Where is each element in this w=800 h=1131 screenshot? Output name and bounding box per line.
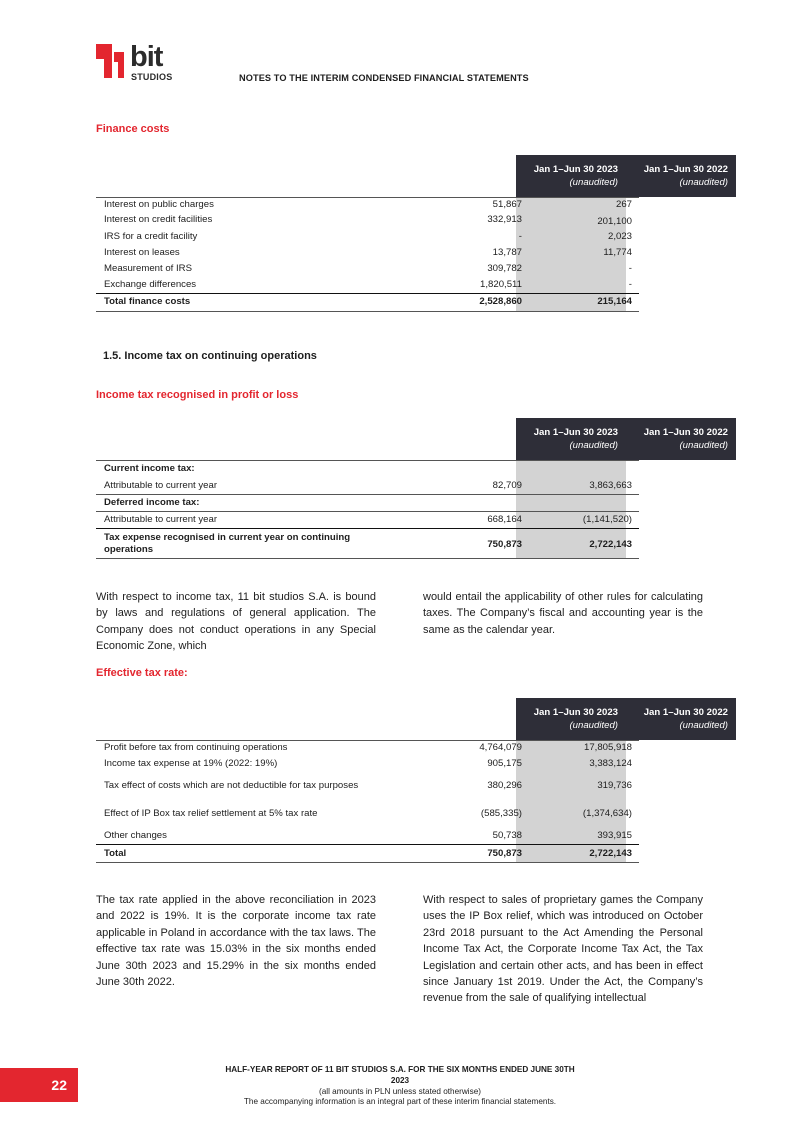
tax-pl-title: Income tax recognised in profit or loss — [96, 389, 299, 401]
logo-studios: STUDIOS — [131, 72, 173, 82]
paragraph-left: The tax rate applied in the above reconciliation in 2023 and 2022 is 19%. It is the corporate income tax rate applicable in Poland in accordance with the tax laws. The effective tax rate was 15.03% in the six months ended June 30th 2023 and 15.29% in the six months ended June 30th 2022. — [96, 894, 376, 989]
page-number: 22 — [0, 1068, 78, 1102]
footer-currency-note: (all amounts in PLN unless stated otherwise) — [318, 1087, 481, 1096]
column-header-2023: Jan 1–Jun 30 2023 (unaudited) — [516, 418, 626, 460]
effective-tax-title: Effective tax rate: — [96, 667, 188, 679]
company-logo — [96, 40, 192, 88]
column-header-2023: Jan 1–Jun 30 2023 (unaudited) — [516, 155, 626, 197]
footer-title: HALF-YEAR REPORT OF 11 BIT STUDIOS S.A. FOR THE SIX MONTHS ENDED JUNE 30TH — [225, 1065, 575, 1074]
page-header: NOTES TO THE INTERIM CONDENSED FINANCIAL STATEMENTS — [239, 73, 529, 83]
footer-year: 2023 — [390, 1076, 410, 1085]
effective-tax-table: Jan 1–Jun 30 2023 (unaudited) Jan 1–Jun 30 2022 (unaudited) Profit before tax from continuing operations 4,764,079 17,805,918 Income tax expense at 19% (2022: 19%) 905,175 3,383,124 Tax effect of costs which are not deductible for tax purposes 380,296 319,736 Effect of IP Box tax relief settlement at 5% tax rate (585,335) (1,374,634) Other changes 50,738 393,915 Total 750,873 2,722,143 — [96, 698, 639, 863]
paragraph-right: With respect to sales of proprietary games the Company uses the IP Box relief, which was introduced on October 23rd 2018 pursuant to the Act Amending the Personal Income Tax Act, the Corporate Income Tax Act, the Tax Legislation and certain other acts, and has been in effect since January 1st 2019. Under the Act, the Company’s revenue from the sale of qualifying intellectual — [423, 894, 703, 1005]
paragraph-left: With respect to income tax, 11 bit studios S.A. is bound by laws and regulations of general application. The Company does not conduct operations in any Special Economic Zone, which — [96, 591, 376, 653]
footer-disclaimer: The accompanying information is an integral part of these interim financial statements. — [243, 1097, 557, 1106]
logo-wordmark: bit — [130, 41, 163, 73]
column-header-2022: Jan 1–Jun 30 2022 (unaudited) — [626, 418, 736, 460]
tax-pl-table: Jan 1–Jun 30 2023 (unaudited) Jan 1–Jun 30 2022 (unaudited) Current income tax: Attributable to current year 82,709 3,863,663 Deferred income tax: Attributable to current year 668,164 (1,141,520) Tax expense recognised in current year on continuing operations 750,873 2,722,143 — [96, 418, 639, 559]
finance-costs-table: Jan 1–Jun 30 2023 (unaudited) Jan 1–Jun 30 2022 (unaudited) Interest on public charges 51,867 267 Interest on credit facilities 332,913 201,100 IRS for a credit facility - 2,023 Interest on leases 13,787 11,774 Measurement of IRS 309,782 - Exchange differences 1,820,511 - Total finance costs 2,528,860 215,164 — [96, 155, 639, 312]
section-heading: 1.5. Income tax on continuing operations — [103, 350, 317, 362]
paragraph-right: would entail the applicability of other rules for calculating taxes. The Company’s fiscal and accounting year is the same as the calendar year. — [423, 591, 703, 636]
column-header-2023: Jan 1–Jun 30 2023 (unaudited) — [516, 698, 626, 740]
finance-costs-title: Finance costs — [96, 123, 170, 135]
column-header-2022: Jan 1–Jun 30 2022 (unaudited) — [626, 698, 736, 740]
column-header-2022: Jan 1–Jun 30 2022 (unaudited) — [626, 155, 736, 197]
logo-mark-icon — [96, 44, 130, 78]
